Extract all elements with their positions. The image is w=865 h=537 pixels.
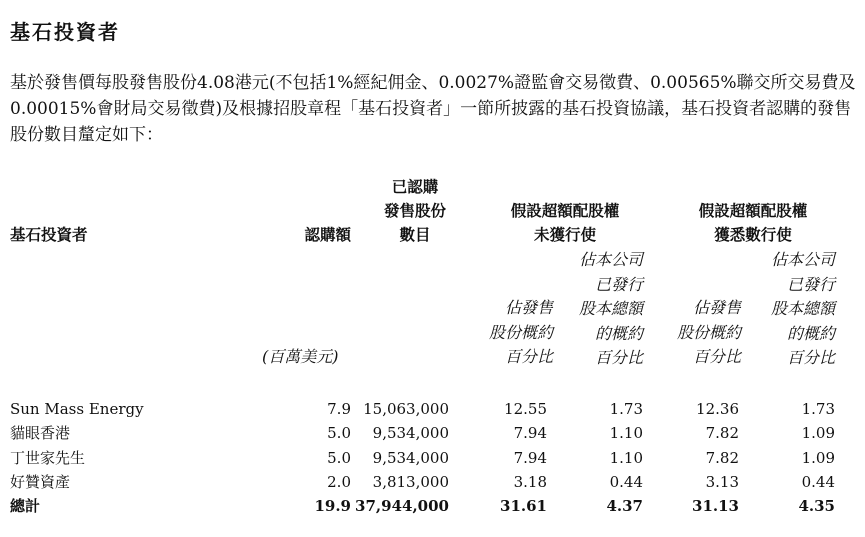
amount-cell: 5.0 — [327, 449, 351, 467]
header-full-exercise: 假設超額配股權 獲悉數行使 — [698, 202, 808, 244]
pct-issued-full-exercise-cell: 0.44 — [801, 473, 835, 491]
pct-offer-full-exercise-cell: 3.13 — [705, 473, 739, 491]
amount-cell: 7.9 — [327, 400, 351, 418]
investor-name: 丁世家先生 — [10, 449, 86, 467]
pct-issued-no-exercise-cell: 1.73 — [609, 400, 643, 418]
subheader-pct-offer-a: 佔發售 股份概約 百分比 — [488, 298, 553, 366]
section-title: 基石投資者 — [10, 20, 120, 44]
pct-offer-no-exercise-cell: 3.18 — [513, 473, 547, 491]
total-label: 總計 — [10, 497, 41, 515]
total-pct-issued-full-exercise-cell: 4.35 — [798, 497, 835, 515]
subheader-pct-issued-a: 佔本公司 已發行 股本總額 的概約 百分比 — [578, 250, 643, 367]
pct-offer-no-exercise-cell: 7.94 — [513, 449, 547, 467]
total-row — [0, 494, 865, 518]
pct-issued-no-exercise-cell: 1.10 — [609, 449, 643, 467]
header-no-exercise: 假設超額配股權 未獲行使 — [510, 202, 620, 244]
total-amount-cell: 19.9 — [314, 497, 351, 515]
pct-issued-no-exercise-cell: 1.10 — [609, 424, 643, 442]
subheader-pct-issued-b: 佔本公司 已發行 股本總額 的概約 百分比 — [770, 250, 835, 367]
investor-name: Sun Mass Energy — [10, 400, 144, 418]
pct-offer-full-exercise-cell: 12.36 — [696, 400, 739, 418]
total-shares-cell: 37,944,000 — [355, 497, 449, 515]
pct-offer-no-exercise-cell: 12.55 — [504, 400, 547, 418]
total-pct-offer-full-exercise-cell: 31.13 — [692, 497, 739, 515]
total-pct-offer-no-exercise-cell: 31.61 — [500, 497, 547, 515]
pct-offer-full-exercise-cell: 7.82 — [705, 449, 739, 467]
intro-paragraph: 基於發售價每股發售股份4.08港元(不包括1%經紀佣金、0.0027%證監會交易徵費、0.00565%聯交所交易費及0.00015%會財局交易徵費)及根據招股章程「基石投資者」一節所披露的基石投資協議，基石投資者認購的發售股份數目釐定如下： — [10, 73, 856, 145]
header-investor: 基石投資者 — [10, 226, 88, 244]
table-row — [0, 470, 865, 494]
shares-cell: 15,063,000 — [363, 400, 449, 418]
pct-issued-full-exercise-cell: 1.73 — [801, 400, 835, 418]
subheader-pct-offer-b: 佔發售 股份概約 百分比 — [676, 298, 741, 366]
pct-issued-full-exercise-cell: 1.09 — [801, 449, 835, 467]
header-shares: 已認購 發售股份 數目 — [383, 178, 446, 244]
subheader-unit: (百萬美元) — [262, 347, 339, 366]
total-pct-issued-no-exercise-cell: 4.37 — [606, 497, 643, 515]
amount-cell: 5.0 — [327, 424, 351, 442]
amount-cell: 2.0 — [327, 473, 351, 491]
table-row — [0, 397, 865, 421]
pct-offer-no-exercise-cell: 7.94 — [513, 424, 547, 442]
table-row — [0, 446, 865, 470]
pct-offer-full-exercise-cell: 7.82 — [705, 424, 739, 442]
investor-name: 貓眼香港 — [10, 424, 71, 442]
shares-cell: 9,534,000 — [372, 424, 449, 442]
shares-cell: 9,534,000 — [372, 449, 449, 467]
header-amount: 認購額 — [304, 226, 351, 244]
table-row — [0, 421, 865, 445]
investor-name: 好贊資產 — [10, 473, 71, 491]
pct-issued-no-exercise-cell: 0.44 — [609, 473, 643, 491]
pct-issued-full-exercise-cell: 1.09 — [801, 424, 835, 442]
shares-cell: 3,813,000 — [372, 473, 449, 491]
